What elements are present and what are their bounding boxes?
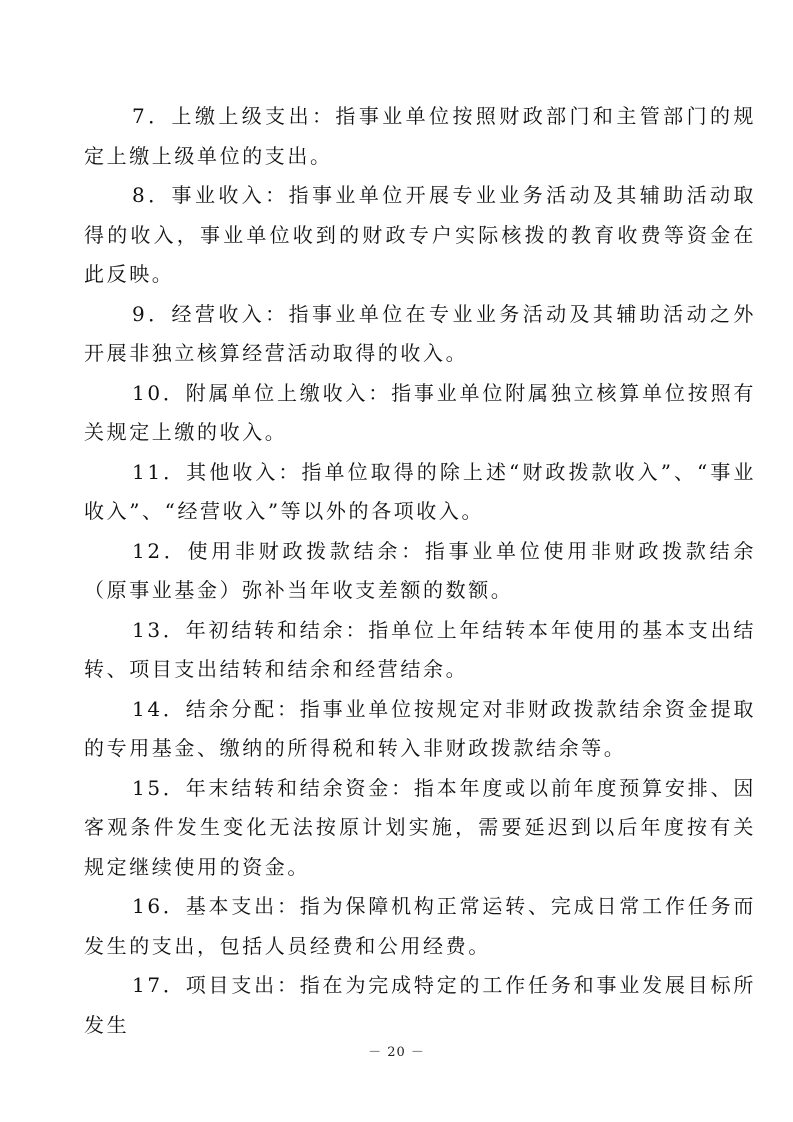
body-text bbox=[84, 97, 756, 1045]
paragraph-12: 12．使用非财政拨款结余：指事业单位使用非财政拨款结余（原事业基金）弥补当年收支差额的数额。 bbox=[84, 538, 756, 602]
paragraph-17: 17．项目支出：指在为完成特定的工作任务和事业发展目标所发生 bbox=[84, 973, 756, 1037]
paragraph-14: 14．结余分配：指事业单位按规定对非财政拨款结余资金提取的专用基金、缴纳的所得税和转入非财政拨款结余等。 bbox=[84, 696, 756, 760]
paragraph-8: 8．事业收入：指事业单位开展专业业务活动及其辅助活动取得的收入，事业单位收到的财政专户实际核拨的教育收费等资金在此反映。 bbox=[84, 183, 756, 286]
page-number: － 20 － bbox=[368, 1045, 425, 1060]
paragraph-16: 16．基本支出：指为保障机构正常运转、完成日常工作任务而发生的支出，包括人员经费和公用经费。 bbox=[84, 894, 756, 958]
paragraph-15: 15．年末结转和结余资金：指本年度或以前年度预算安排、因客观条件发生变化无法按原计划实施，需要延迟到以后年度按有关规定继续使用的资金。 bbox=[84, 775, 756, 879]
paragraph-7: 7．上缴上级支出：指事业单位按照财政部门和主管部门的规定上缴上级单位的支出。 bbox=[84, 104, 756, 168]
paragraph-11: 11．其他收入：指单位取得的除上述“财政拨款收入”、“事业收入”、“经营收入”等以外的各项收入。 bbox=[84, 459, 756, 523]
paragraph-10: 10．附属单位上缴收入：指事业单位附属独立核算单位按照有关规定上缴的收入。 bbox=[84, 380, 756, 444]
paragraph-13: 13．年初结转和结余：指单位上年结转本年使用的基本支出结转、项目支出结转和结余和经营结余。 bbox=[84, 617, 756, 681]
paragraph-9: 9．经营收入：指事业单位在专业业务活动及其辅助活动之外开展非独立核算经营活动取得的收入。 bbox=[84, 301, 756, 365]
